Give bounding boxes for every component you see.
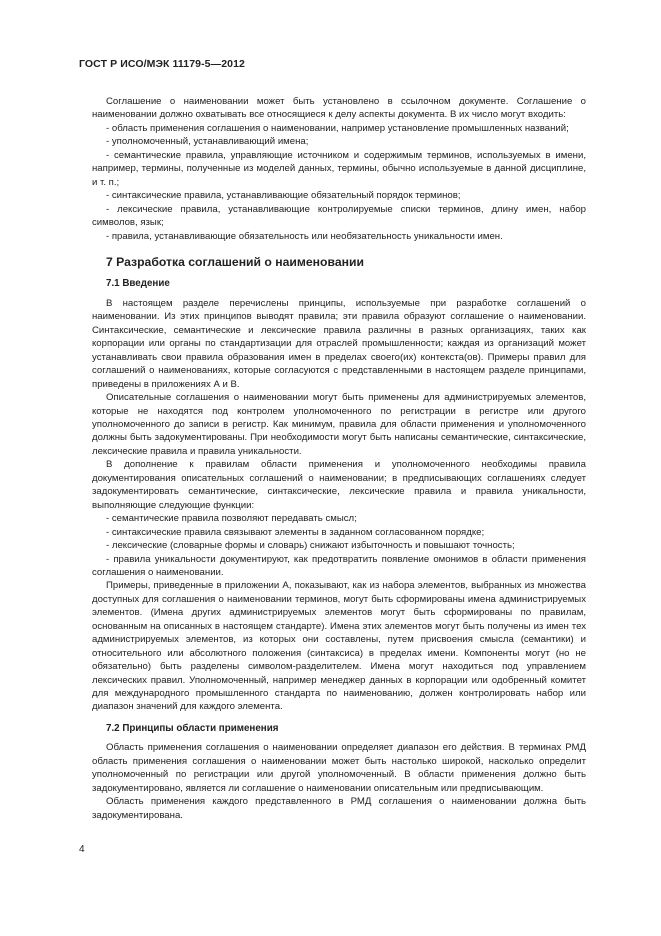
paragraph: Область применения каждого представленного в РМД соглашения о наименовании должна быть задокументирована.	[92, 796, 586, 821]
list-item: - уполномоченный, устанавливающий имена;	[106, 136, 309, 148]
page-number: 4	[79, 844, 85, 855]
list-item: - синтаксические правила связывают элементы в заданном согласованном порядке;	[106, 526, 485, 538]
subsection-heading: 7.1 Введение	[106, 278, 170, 290]
paragraph: Примеры, приведенные в приложении А, показывают, как из набора элементов, выбранных из множества доступных для соглашения о наименовании терминов, могут быть сформированы имена администрируемых элементов. (Имена других администрируемых элементов могут быть сформированы по правилам, основанным на описанных в настоящем стандарте). Имена этих элементов могут быть получены из имен тех администрируемых элементов, из которых они составлены, путем присвоения смысла (семантики) и относительного или абсолютного положения (синтаксиса) в пределах имени. Компоненты могут (но не обязательно) быть разделены символом-разделителем. Имена могут находиться под управлением лексических правил. Уполномоченный, например менеджер данных в корпорации или одобренный комитет для международного промышленного стандарта по наименованию, должен контролировать набор или диапазон значений для каждого элемента.	[92, 580, 586, 713]
page-body	[92, 95, 586, 822]
subsection-heading: 7.2 Принципы области применения	[106, 722, 279, 734]
list-item: - синтаксические правила, устанавливающие обязательный порядок терминов;	[106, 190, 461, 202]
list-item: - лексические (словарные формы и словарь) снижают избыточность и повышают точность;	[106, 540, 515, 552]
paragraph: Область применения соглашения о наименовании определяет диапазон его действия. В терминах РМД область применения соглашения о наименовании может быть настолько широкой, насколько определит уполномоченный по регистрации или другой уполномоченный. В области применения должно быть задокументировано, является ли соглашение о наименовании описательным или предписывающим.	[92, 742, 586, 794]
list-item: - лексические правила, устанавливающие контролируемые списки терминов, длину имен, набор символов, язык;	[92, 203, 586, 229]
paragraph: В настоящем разделе перечислены принципы, используемые при разработке соглашений о наименовании. Из этих принципов выводят правила; эти правила образуют соглашение о наименовании. Синтаксические, семантические и лексические правила различны в разных организациях, таких как корпорации или органы по стандартизации для отраслей промышленности; каждая из организаций может устанавливать свои правила образования имен в пределах своего(их) контекста(ов). Примеры правил для соглашений о наименованиях, которые согласуются с представленными в настоящем разделе принципами, приведены в приложениях А и В.	[92, 297, 586, 390]
list-item: - правила уникальности документируют, как предотвратить появление омонимов в области применения соглашения о наименовании.	[92, 553, 586, 578]
section-heading: 7 Разработка соглашений о наименовании	[106, 254, 364, 269]
list-item: - правила, устанавливающие обязательность или необязательность уникальности имен.	[106, 230, 503, 242]
list-item: - область применения соглашения о наименовании, например установление промышленных названий;	[106, 122, 569, 134]
intro-paragraph: Соглашение о наименовании может быть установлено в ссылочном документе. Соглашение о наименовании должно охватывать все относящиеся к делу аспекты документа. В их число могут входить:	[92, 96, 586, 121]
paragraph: В дополнение к правилам области применения и уполномоченного необходимы правила документирования описательных соглашений о наименовании; в предписывающих соглашениях следует задокументировать семантические, синтаксические, лексические правила и правила уникальности, выполняющие следующие функции:	[92, 459, 586, 511]
list-item: - семантические правила, управляющие источником и содержимым терминов, используемых в имени, например, термины, полученные из моделей данных, термины, обычно используемые в данной дисциплине, и т. п.;	[92, 149, 586, 188]
list-item: - семантические правила позволяют передавать смысл;	[106, 513, 357, 525]
document-header: ГОСТ Р ИСО/МЭК 11179-5—2012	[79, 58, 245, 70]
paragraph: Описательные соглашения о наименовании могут быть применены для администрируемых элементов, которые не находятся под контролем уполномоченного по регистрации в регистре или другого уполномоченного до записи в регистр. Как минимум, правила для области применения и уполномоченного должны быть задокументированы. При необходимости могут быть написаны семантические, синтаксические, лексические правила и правила уникальности.	[92, 392, 586, 457]
